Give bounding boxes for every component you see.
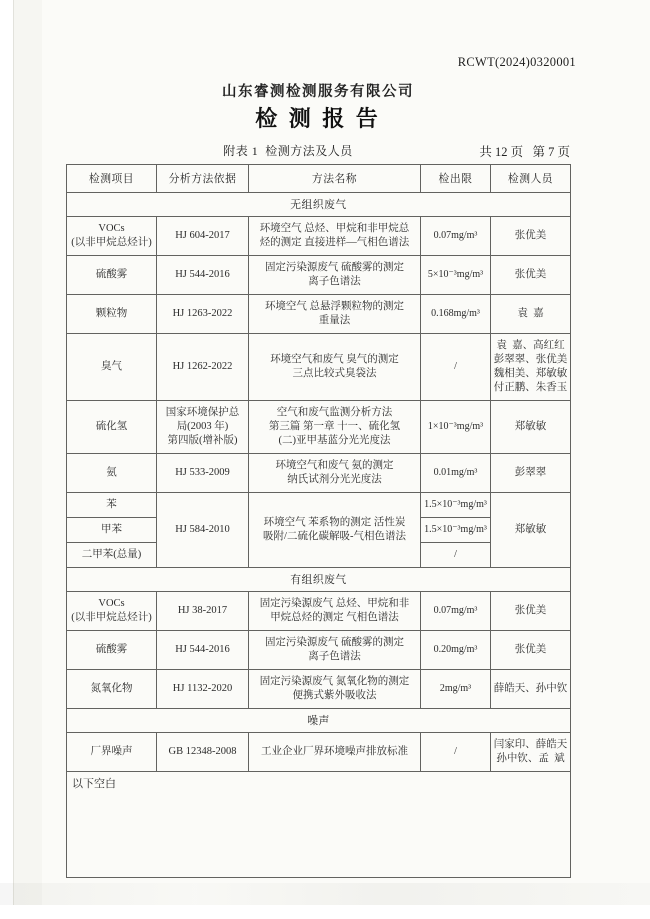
- cell-line: 空气和废气监测分析方法: [276, 407, 393, 418]
- cell-line: HJ 533-2009: [175, 467, 230, 478]
- cell-line: (以非甲烷总烃计): [71, 612, 152, 623]
- table-cell: [491, 295, 571, 334]
- table-cell: [491, 631, 571, 670]
- cell-line: 硫酸雾: [95, 269, 128, 280]
- note-row: [67, 772, 571, 878]
- table-cell: [157, 401, 249, 454]
- table-cell: [67, 401, 157, 454]
- cell-line: 甲苯: [101, 524, 122, 535]
- company-name: 山东睿测检测服务有限公司: [222, 84, 414, 100]
- page-indicator: 共 12 页 第 7 页: [479, 145, 570, 159]
- table-cell: [421, 334, 491, 401]
- cell-line: 颗粒物: [95, 308, 128, 319]
- column-header: 检测项目: [67, 165, 157, 193]
- methods-table-head: [67, 165, 571, 193]
- column-header: 检测人员: [491, 165, 571, 193]
- table-row: [67, 592, 571, 631]
- table-cell: [421, 592, 491, 631]
- table-cell: [67, 256, 157, 295]
- table-cell: [157, 733, 249, 772]
- cell-line: 环境空气 总烃、甲烷和非甲烷总: [259, 223, 410, 234]
- cell-line: /: [454, 746, 457, 757]
- table-cell: [67, 217, 157, 256]
- cell-line: 苯: [106, 499, 117, 510]
- cell-line: 臭气: [101, 361, 122, 372]
- table-cell: [249, 592, 421, 631]
- cell-line: 固定污染源废气 总烃、甲烷和非: [259, 598, 410, 609]
- table-cell: [491, 733, 571, 772]
- cell-line: /: [454, 549, 457, 560]
- table-row: [67, 334, 571, 401]
- cell-line: 5×10⁻³mg/m³: [427, 269, 484, 280]
- table-cell: [67, 592, 157, 631]
- cell-line: 环境空气 总悬浮颗粒物的测定: [264, 301, 405, 312]
- cell-line: (二)亚甲基蓝分光光度法: [278, 435, 391, 446]
- table-cell: [157, 592, 249, 631]
- table-cell: [157, 670, 249, 709]
- table-cell: [67, 493, 157, 518]
- cell-line: 固定污染源废气 硫酸雾的测定: [264, 637, 405, 648]
- cell-line: 氮氧化物: [90, 683, 133, 694]
- cell-line: HJ 38-2017: [177, 605, 228, 616]
- table-cell: [421, 217, 491, 256]
- caption-row: [66, 142, 570, 160]
- table-cell: [249, 670, 421, 709]
- cell-line: HJ 604-2017: [175, 230, 230, 241]
- table-cell: [67, 631, 157, 670]
- cell-line: HJ 1132-2020: [172, 683, 233, 694]
- cell-line: 张优美: [514, 269, 547, 280]
- scan-left-shading: [14, 0, 42, 919]
- cell-line: 吸附/二硫化碳解吸-气相色谱法: [263, 531, 406, 542]
- cell-line: 0.20mg/m³: [433, 644, 478, 655]
- methods-table-wrap: [66, 164, 570, 878]
- table-cell: [67, 454, 157, 493]
- table-cell: [157, 217, 249, 256]
- table-cell: [421, 493, 491, 518]
- table-cell: [67, 733, 157, 772]
- table-cell: [249, 493, 421, 568]
- table-cell: [421, 733, 491, 772]
- table-cell: [157, 256, 249, 295]
- table-row: [67, 493, 571, 518]
- cell-line: 纳氏试剂分光光度法: [287, 474, 382, 485]
- cell-line: 1×10⁻³mg/m³: [427, 421, 484, 432]
- header-row: [67, 165, 571, 193]
- table-cell: [421, 631, 491, 670]
- table-cell: [157, 454, 249, 493]
- cell-line: 烃的测定 直接进样—气相色谱法: [259, 237, 410, 248]
- table-cell: [157, 295, 249, 334]
- cell-line: 固定污染源废气 硫酸雾的测定: [264, 262, 405, 273]
- table-row: [67, 295, 571, 334]
- cell-line: 第四版(增补版): [167, 435, 238, 446]
- cell-line: 闫家印、薛皓天: [493, 739, 568, 750]
- methods-table: [66, 164, 571, 878]
- cell-line: 郑敏敏: [514, 421, 547, 432]
- scan-bottom-edge: [0, 905, 650, 919]
- cell-line: 环境空气 苯系物的测定 活性炭: [263, 517, 406, 528]
- cell-line: 环境空气和废气 臭气的测定: [270, 354, 399, 365]
- cell-line: 0.168mg/m³: [431, 308, 480, 319]
- methods-table-body: [67, 193, 571, 878]
- cell-line: 袁 嘉: [517, 308, 544, 319]
- cell-line: 国家环境保护总: [165, 407, 240, 418]
- cell-line: 2mg/m³: [439, 683, 472, 694]
- cell-line: 固定污染源废气 氮氧化物的测定: [259, 676, 410, 687]
- cell-line: (以非甲烷总烃计): [71, 237, 152, 248]
- cell-line: 硫化氢: [95, 421, 128, 432]
- cell-line: 孙中钦、孟 斌: [496, 753, 565, 764]
- table-cell: [157, 493, 249, 568]
- table-cell: [249, 401, 421, 454]
- table-row: [67, 631, 571, 670]
- section-header-cell: 噪声: [67, 709, 571, 733]
- table-row: [67, 670, 571, 709]
- table-cell: [491, 256, 571, 295]
- cell-line: HJ 1263-2022: [172, 308, 233, 319]
- table-cell: [67, 670, 157, 709]
- table-cell: [249, 631, 421, 670]
- table-row: [67, 401, 571, 454]
- table-cell: [491, 493, 571, 568]
- cell-line: VOCs: [98, 598, 125, 609]
- table-row: [67, 256, 571, 295]
- cell-line: 氨: [106, 467, 117, 478]
- table-cell: [421, 295, 491, 334]
- report-title: 检 测 报 告: [255, 106, 381, 131]
- table-caption: 附表 1 检测方法及人员: [223, 144, 353, 158]
- cell-line: VOCs: [98, 223, 125, 234]
- cell-line: 彭翠翠、张优美: [493, 354, 568, 365]
- table-cell: [421, 518, 491, 543]
- table-cell: [421, 670, 491, 709]
- table-row: [67, 454, 571, 493]
- cell-line: HJ 1262-2022: [172, 361, 233, 372]
- table-cell: [249, 295, 421, 334]
- cell-line: HJ 544-2016: [175, 644, 230, 655]
- scan-bottom-shading: [0, 883, 650, 905]
- table-cell: [157, 334, 249, 401]
- cell-line: 张优美: [514, 230, 547, 241]
- cell-line: 二甲苯(总量): [81, 549, 142, 560]
- scan-left-edge: [0, 0, 14, 919]
- section-row: [67, 568, 571, 592]
- table-cell: [67, 295, 157, 334]
- cell-line: 环境空气和废气 氨的测定: [275, 460, 394, 471]
- cell-line: 局(2003 年): [176, 421, 229, 432]
- section-row: [67, 193, 571, 217]
- cell-line: 薛皓天、孙中钦: [493, 683, 568, 694]
- table-cell: [421, 454, 491, 493]
- report-number: RCWT(2024)0320001: [457, 55, 576, 69]
- cell-line: 0.01mg/m³: [433, 467, 478, 478]
- table-cell: [421, 401, 491, 454]
- section-header-cell: 无组织废气: [67, 193, 571, 217]
- table-cell: [249, 217, 421, 256]
- cell-line: 0.07mg/m³: [433, 230, 478, 241]
- table-cell: [491, 670, 571, 709]
- cell-line: 袁 嘉、高红红: [496, 340, 565, 351]
- table-cell: [421, 256, 491, 295]
- cell-line: 三点比较式臭袋法: [292, 368, 377, 379]
- section-header-cell: 有组织废气: [67, 568, 571, 592]
- cell-line: 张优美: [514, 644, 547, 655]
- cell-line: 离子色谱法: [308, 276, 361, 287]
- cell-line: /: [454, 361, 457, 372]
- table-cell: [67, 518, 157, 543]
- cell-line: 彭翠翠: [514, 467, 547, 478]
- cell-line: 付正鹏、朱香玉: [493, 382, 568, 393]
- cell-line: 1.5×10⁻³mg/m³: [424, 524, 487, 535]
- cell-line: 离子色谱法: [308, 651, 361, 662]
- cell-line: 硫酸雾: [95, 644, 128, 655]
- cell-line: 厂界噪声: [90, 746, 133, 757]
- column-header: 分析方法依据: [157, 165, 249, 193]
- table-cell: [67, 543, 157, 568]
- cell-line: 0.07mg/m³: [433, 605, 478, 616]
- section-row: [67, 709, 571, 733]
- cell-line: GB 12348-2008: [168, 746, 237, 757]
- table-cell: [157, 631, 249, 670]
- table-cell: [491, 334, 571, 401]
- table-cell: [491, 401, 571, 454]
- column-header: 方法名称: [249, 165, 421, 193]
- cell-line: 郑敏敏: [514, 524, 547, 535]
- table-cell: [249, 733, 421, 772]
- cell-line: HJ 544-2016: [175, 269, 230, 280]
- cell-line: 工业企业厂界环境噪声排放标准: [261, 746, 408, 757]
- blank-note-cell: 以下空白: [67, 772, 571, 878]
- cell-line: 魏相美、郑敏敏: [493, 368, 568, 379]
- cell-line: 重量法: [318, 315, 351, 326]
- table-cell: [249, 334, 421, 401]
- table-cell: [421, 543, 491, 568]
- table-cell: [491, 592, 571, 631]
- table-row: [67, 217, 571, 256]
- column-header: 检出限: [421, 165, 491, 193]
- table-cell: [249, 256, 421, 295]
- table-cell: [491, 454, 571, 493]
- cell-line: 1.5×10⁻³mg/m³: [424, 499, 487, 510]
- cell-line: 第三篇 第一章 十一、硫化氢: [268, 421, 401, 432]
- cell-line: 甲烷总烃的测定 气相色谱法: [270, 612, 399, 623]
- table-cell: [67, 334, 157, 401]
- table-row: [67, 733, 571, 772]
- table-cell: [491, 217, 571, 256]
- cell-line: HJ 584-2010: [175, 524, 230, 535]
- table-cell: [249, 454, 421, 493]
- cell-line: 便携式紫外吸收法: [292, 690, 377, 701]
- cell-line: 张优美: [514, 605, 547, 616]
